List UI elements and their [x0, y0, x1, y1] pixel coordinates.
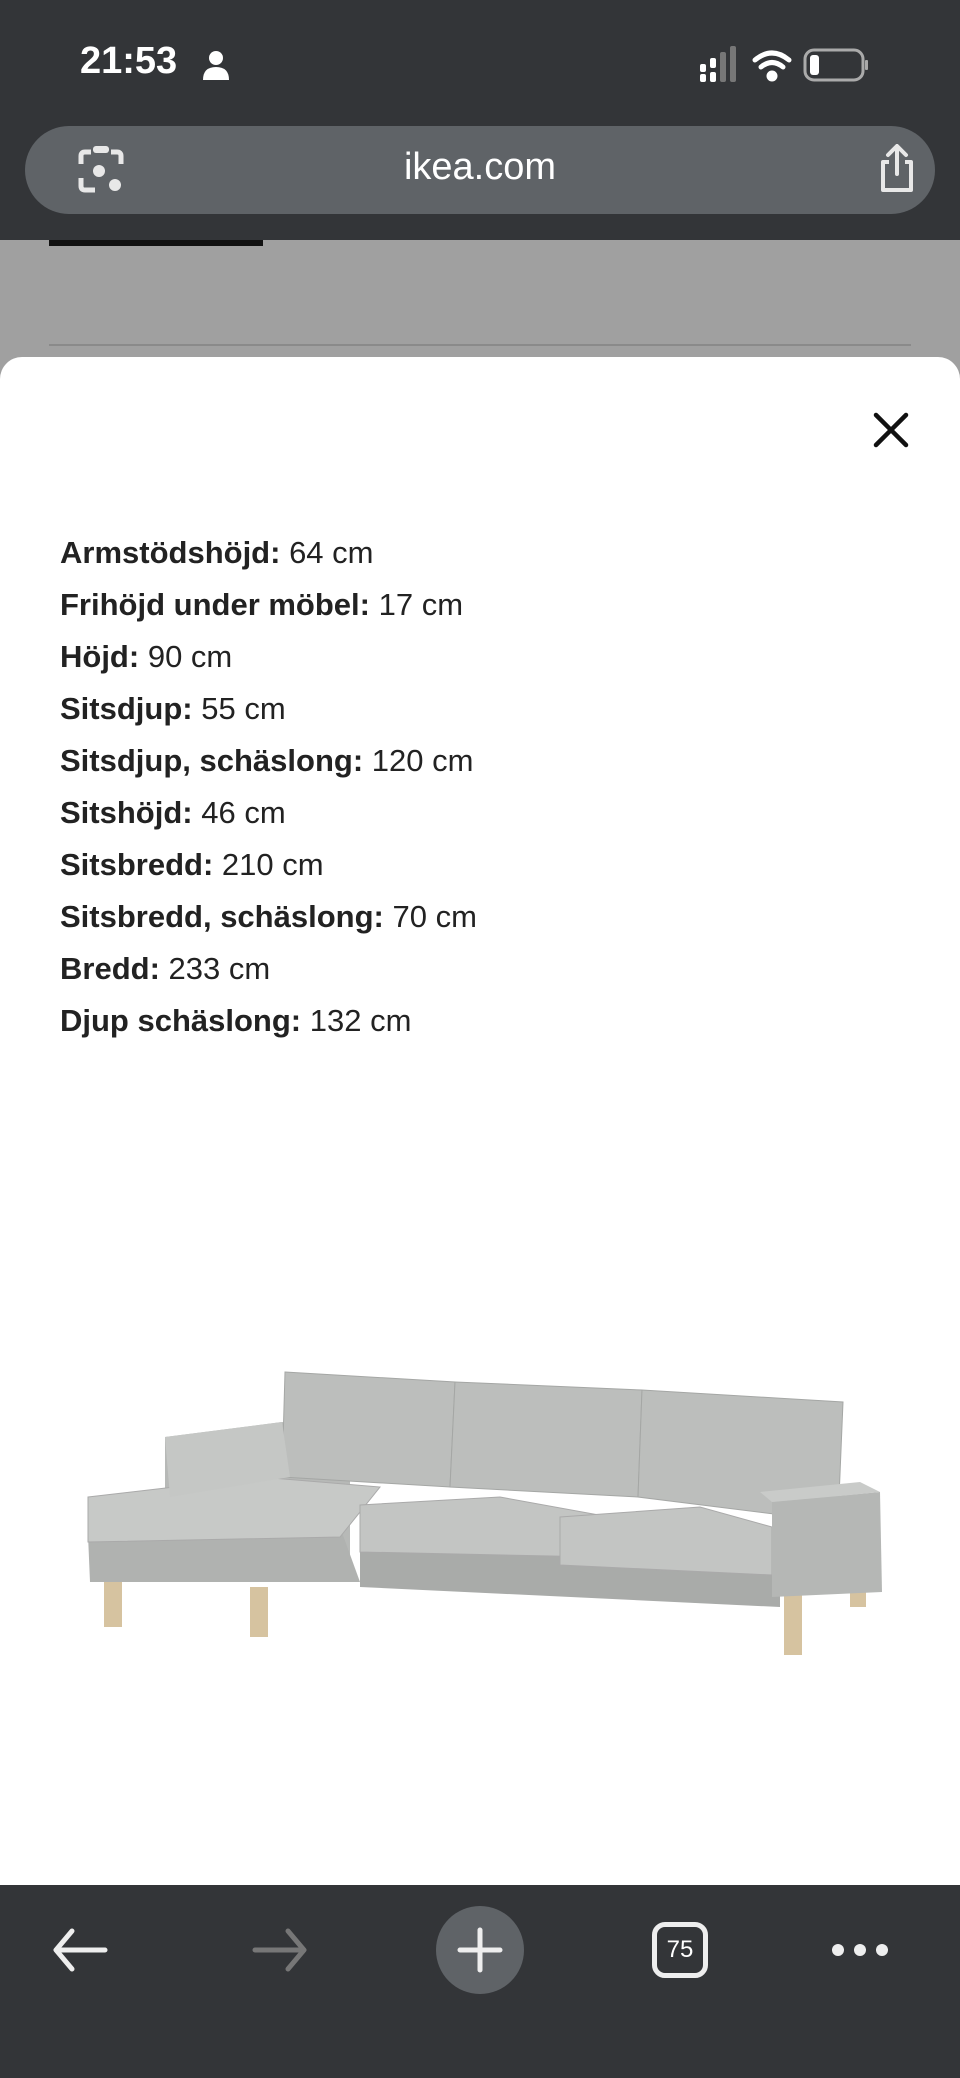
person-icon	[203, 50, 229, 80]
new-tab-button[interactable]	[436, 1905, 524, 1995]
back-button[interactable]	[40, 1905, 120, 1995]
wifi-icon	[755, 53, 789, 79]
dimension-list	[60, 527, 477, 1047]
status-icons	[700, 46, 900, 86]
spec-value: 233 cm	[168, 951, 271, 986]
url-text[interactable]: ikea.com	[403, 146, 557, 188]
forward-arrow-icon	[250, 1925, 310, 1975]
spec-label: Sitsbredd, schäslong:	[60, 899, 384, 934]
list-item	[60, 995, 477, 1047]
spec-label: Sitsdjup, schäslong:	[60, 743, 364, 778]
spec-label: Sitsdjup:	[60, 691, 193, 726]
spec-value: 46 cm	[201, 795, 286, 830]
spec-value: 210 cm	[221, 847, 324, 882]
browser-bottom-bar	[0, 1885, 960, 2078]
tab-count: 75	[652, 1922, 708, 1978]
signal-icon	[700, 46, 736, 82]
spec-value: 90 cm	[147, 639, 233, 674]
plus-button-bg	[436, 1906, 524, 1994]
spec-value: 64 cm	[289, 535, 374, 570]
list-item	[60, 735, 477, 787]
spec-label: Höjd:	[60, 639, 140, 674]
status-time: 21:53	[80, 40, 178, 82]
sofa-image	[60, 1327, 900, 1747]
tabs-button[interactable]	[650, 1905, 710, 1995]
forward-button[interactable]	[240, 1905, 320, 1995]
active-tab-indicator	[49, 240, 263, 246]
list-item	[60, 943, 477, 995]
share-icon[interactable]	[877, 144, 917, 194]
spec-value: 132 cm	[309, 1003, 412, 1038]
browser-top-bar	[0, 0, 960, 240]
list-item	[60, 787, 477, 839]
list-item	[60, 527, 477, 579]
spec-label: Armstödshöjd:	[60, 535, 281, 570]
spec-label: Bredd:	[60, 951, 160, 986]
spec-value: 17 cm	[378, 587, 464, 622]
more-menu-button[interactable]	[825, 1905, 895, 1995]
dimensions-sheet	[0, 357, 960, 1887]
spec-value: 55 cm	[201, 691, 286, 726]
list-item	[60, 839, 477, 891]
spec-value: 70 cm	[392, 899, 477, 934]
list-item	[60, 891, 477, 943]
page-background	[0, 240, 960, 370]
spec-label: Sitshöjd:	[60, 795, 193, 830]
spec-label: Sitsbredd:	[60, 847, 214, 882]
spec-label: Frihöjd under möbel:	[60, 587, 370, 622]
list-item	[60, 631, 477, 683]
more-icon	[830, 1940, 890, 1960]
divider	[49, 344, 911, 346]
spec-label: Djup schäslong:	[60, 1003, 302, 1038]
back-arrow-icon	[50, 1925, 110, 1975]
list-item	[60, 579, 477, 631]
spec-value: 120 cm	[371, 743, 474, 778]
list-item	[60, 683, 477, 735]
plus-icon	[456, 1926, 504, 1974]
battery-icon	[805, 50, 868, 80]
address-bar[interactable]	[25, 126, 935, 214]
close-icon[interactable]	[868, 407, 914, 453]
